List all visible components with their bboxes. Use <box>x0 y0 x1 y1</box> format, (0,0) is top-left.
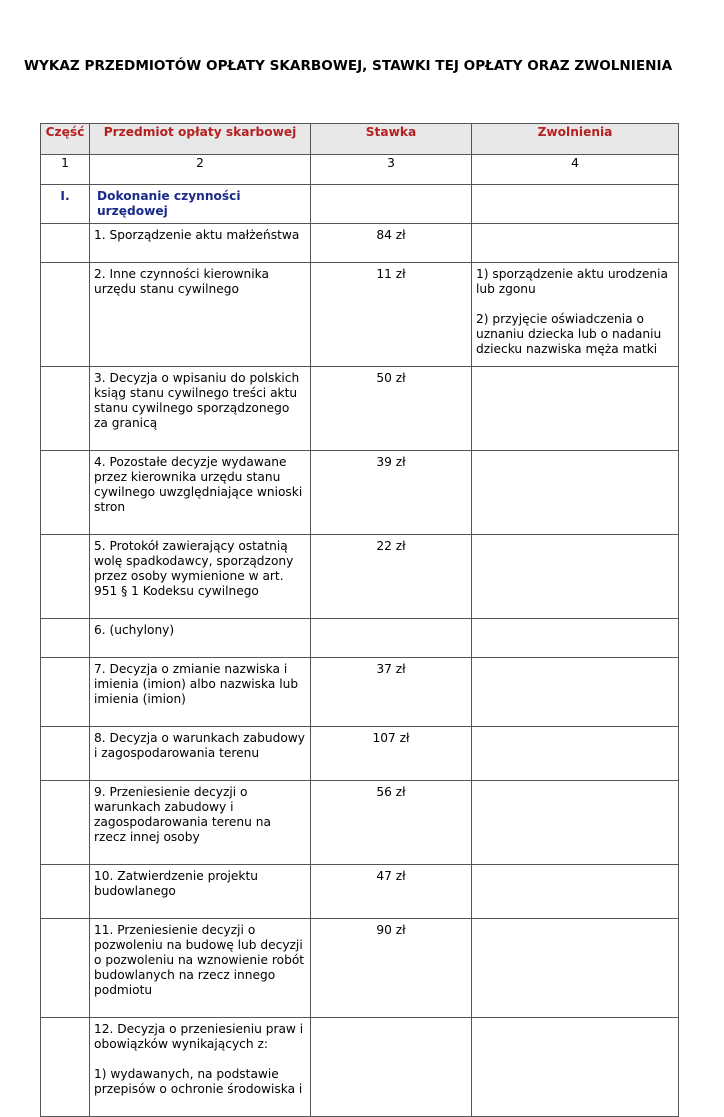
rate-cell: 39 zł <box>311 451 472 535</box>
table-row <box>41 865 679 919</box>
exemptions-cell <box>472 224 679 263</box>
subject-cell <box>90 865 311 919</box>
subject-cell <box>90 224 311 263</box>
exemptions-cell <box>472 535 679 619</box>
subject-cell <box>90 658 311 727</box>
subject-text: 11. Przeniesienie decyzji o pozwoleniu na budowę lub decyzji o pozwoleniu na wznowienie robót budowlanych na rzecz innego podmiotu <box>94 923 305 997</box>
subject-cell <box>90 535 311 619</box>
rate-cell <box>311 619 472 658</box>
subject-text: 1. Sporządzenie aktu małżeństwa <box>94 228 300 242</box>
section-row <box>41 185 679 224</box>
section-title: Dokonanie czynności urzędowej <box>90 185 311 224</box>
subject-text: 3. Decyzja o wpisaniu do polskich ksiąg stanu cywilnego treści aktu stanu cywilnego sporządzonego za granicą <box>94 371 300 430</box>
header-rate: Stawka <box>311 124 472 155</box>
rate-cell: 84 zł <box>311 224 472 263</box>
exemption-text: 1) sporządzenie aktu urodzenia lub zgonu <box>476 267 668 296</box>
rate-cell: 107 zł <box>311 727 472 781</box>
rate-cell: 56 zł <box>311 781 472 865</box>
subject-cell <box>90 781 311 865</box>
subject-cell <box>90 919 311 1018</box>
exemptions-cell <box>472 781 679 865</box>
table-row <box>41 1018 679 1117</box>
fee-table-container <box>40 123 678 1096</box>
subject-text: 8. Decyzja o warunkach zabudowy i zagospodarowania terenu <box>94 731 305 760</box>
table-row <box>41 727 679 781</box>
part-cell <box>41 727 90 781</box>
table-row <box>41 781 679 865</box>
subject-text: 10. Zatwierdzenie projektu budowlanego <box>94 869 258 898</box>
subject-text: 9. Przeniesienie decyzji o warunkach zabudowy i zagospodarowania terenu na rzecz innej osoby <box>94 785 271 844</box>
exemptions-cell <box>472 919 679 1018</box>
table-row <box>41 224 679 263</box>
table-row <box>41 919 679 1018</box>
exemptions-cell <box>472 451 679 535</box>
subject-subitem: 1) wydawanych, na podstawie przepisów o ochronie środowiska i <box>94 1067 303 1096</box>
rate-cell: 90 zł <box>311 919 472 1018</box>
column-number-row <box>41 155 679 185</box>
exemptions-cell <box>472 658 679 727</box>
part-cell <box>41 535 90 619</box>
subject-cell <box>90 619 311 658</box>
exemption-text: 2) przyjęcie oświadczenia o uznaniu dziecka lub o nadaniu dziecku nazwiska męża matki <box>476 312 662 356</box>
table-row <box>41 367 679 451</box>
part-cell <box>41 263 90 367</box>
subject-text: 7. Decyzja o zmianie nazwiska i imienia (imion) albo nazwiska lub imienia (imion) <box>94 662 299 706</box>
part-cell <box>41 224 90 263</box>
subject-cell <box>90 263 311 367</box>
column-number: 3 <box>311 155 472 185</box>
subject-text: 6. (uchylony) <box>94 623 175 637</box>
header-part: Część <box>41 124 90 155</box>
exemptions-cell <box>472 727 679 781</box>
table-row <box>41 658 679 727</box>
part-cell <box>41 451 90 535</box>
part-cell <box>41 865 90 919</box>
subject-cell <box>90 451 311 535</box>
header-row <box>41 124 679 155</box>
part-cell <box>41 658 90 727</box>
rate-cell: 47 zł <box>311 865 472 919</box>
rate-cell: 37 zł <box>311 658 472 727</box>
exemptions-cell <box>472 263 679 367</box>
part-cell <box>41 619 90 658</box>
rate-cell: 50 zł <box>311 367 472 451</box>
rate-cell: 11 zł <box>311 263 472 367</box>
subject-cell <box>90 1018 311 1117</box>
subject-cell <box>90 367 311 451</box>
subject-text: 2. Inne czynności kierownika urzędu stanu cywilnego <box>94 267 269 296</box>
subject-text: 5. Protokół zawierający ostatnią wolę spadkodawcy, sporządzony przez osoby wymienione w art. 951 § 1 Kodeksu cywilnego <box>94 539 294 598</box>
rate-cell: 22 zł <box>311 535 472 619</box>
column-number: 4 <box>472 155 679 185</box>
subject-cell <box>90 727 311 781</box>
header-exemptions: Zwolnienia <box>472 124 679 155</box>
table-row <box>41 451 679 535</box>
part-cell <box>41 1018 90 1117</box>
table-row <box>41 535 679 619</box>
document-title: WYKAZ PRZEDMIOTÓW OPŁATY SKARBOWEJ, STAWKI TEJ OPŁATY ORAZ ZWOLNIENIA <box>24 58 673 74</box>
part-cell <box>41 781 90 865</box>
exemptions-cell <box>472 367 679 451</box>
exemptions-cell <box>472 865 679 919</box>
part-cell <box>41 919 90 1018</box>
exemptions-cell <box>472 1018 679 1117</box>
subject-text: 12. Decyzja o przeniesieniu praw i obowiązków wynikających z: <box>94 1022 304 1051</box>
rate-cell <box>311 1018 472 1117</box>
table-row <box>41 619 679 658</box>
column-number: 2 <box>90 155 311 185</box>
table-row <box>41 263 679 367</box>
header-subject: Przedmiot opłaty skarbowej <box>90 124 311 155</box>
part-cell <box>41 367 90 451</box>
fee-table <box>40 123 679 1117</box>
section-part: I. <box>41 185 90 224</box>
subject-text: 4. Pozostałe decyzje wydawane przez kierownika urzędu stanu cywilnego uwzględniające wnioski stron <box>94 455 303 514</box>
exemptions-cell <box>472 619 679 658</box>
column-number: 1 <box>41 155 90 185</box>
